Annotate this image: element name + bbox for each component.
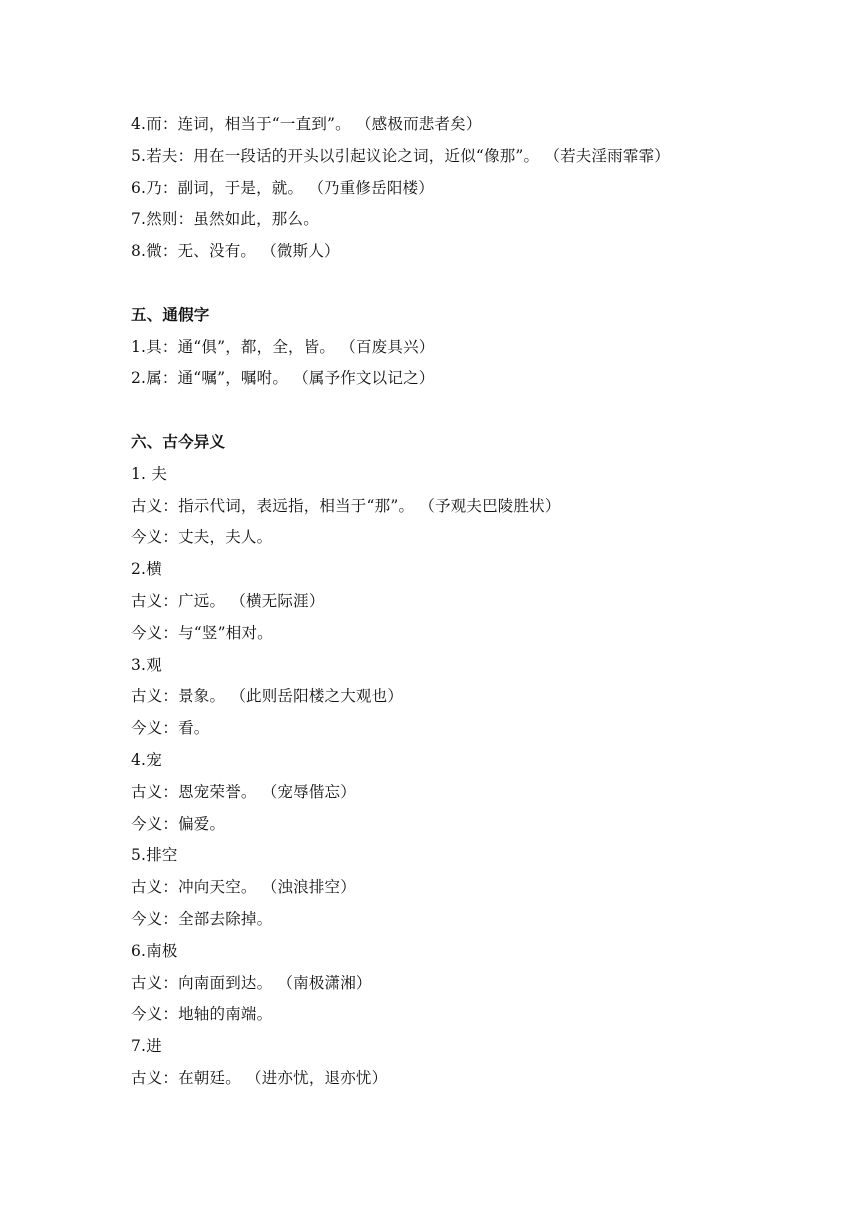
spacer — [131, 268, 831, 300]
entry-modern-meaning: 今义：偏爱。 — [131, 814, 226, 833]
entry-ancient-meaning: 古义：在朝廷。 （进亦忧，退亦忧） — [131, 1068, 388, 1087]
section-heading-gujinyiyi: 六、古今异义 — [131, 432, 226, 451]
list-item: 7.然则：虽然如此，那么。 — [131, 210, 319, 229]
entry-ancient-meaning: 古义：指示代词，表远指，相当于“那”。 （予观夫巴陵胜状） — [131, 496, 561, 515]
entry-modern-meaning: 今义：与“竖”相对。 — [131, 623, 273, 642]
list-item: 8.微：无、没有。 （微斯人） — [131, 242, 340, 261]
entry-term: 1. 夫 — [131, 464, 168, 483]
entry-term: 7.进 — [131, 1037, 162, 1056]
entry-ancient-meaning: 古义：广远。 （横无际涯） — [131, 591, 325, 610]
document-body — [131, 109, 831, 1095]
entry-ancient-meaning: 古义：恩宠荣誉。 （宠辱偕忘） — [131, 782, 356, 801]
entry-modern-meaning: 今义：看。 — [131, 719, 210, 738]
entry-term: 5.排空 — [131, 846, 178, 865]
list-item: 1.具：通“俱”，都，全，皆。 （百废具兴） — [131, 337, 435, 356]
spacer — [131, 395, 831, 427]
list-item: 6.乃：副词，于是，就。 （乃重修岳阳楼） — [131, 178, 434, 197]
entry-term: 6.南极 — [131, 941, 178, 960]
entry-modern-meaning: 今义：丈夫，夫人。 — [131, 528, 273, 547]
entry-ancient-meaning: 古义：景象。 （此则岳阳楼之大观也） — [131, 687, 404, 706]
entry-modern-meaning: 今义：全部去除掉。 — [131, 909, 273, 928]
entry-ancient-meaning: 古义：向南面到达。 （南极潇湘） — [131, 973, 372, 992]
list-item: 5.若夫：用在一段话的开头以引起议论之词，近似“像那”。 （若夫淫雨霏霏） — [131, 146, 670, 165]
entry-term: 3.观 — [131, 655, 162, 674]
entry-modern-meaning: 今义：地轴的南端。 — [131, 1005, 273, 1024]
section-heading-tongjiazi: 五、通假字 — [131, 305, 210, 324]
entry-term: 4.宠 — [131, 750, 162, 769]
list-item: 4.而：连词，相当于“一直到”。 （感极而悲者矣） — [131, 115, 482, 133]
entry-ancient-meaning: 古义：冲向天空。 （浊浪排空） — [131, 878, 356, 897]
entry-term: 2.横 — [131, 560, 162, 579]
list-item: 2.属：通“嘱”，嘱咐。 （属予作文以记之） — [131, 369, 435, 388]
